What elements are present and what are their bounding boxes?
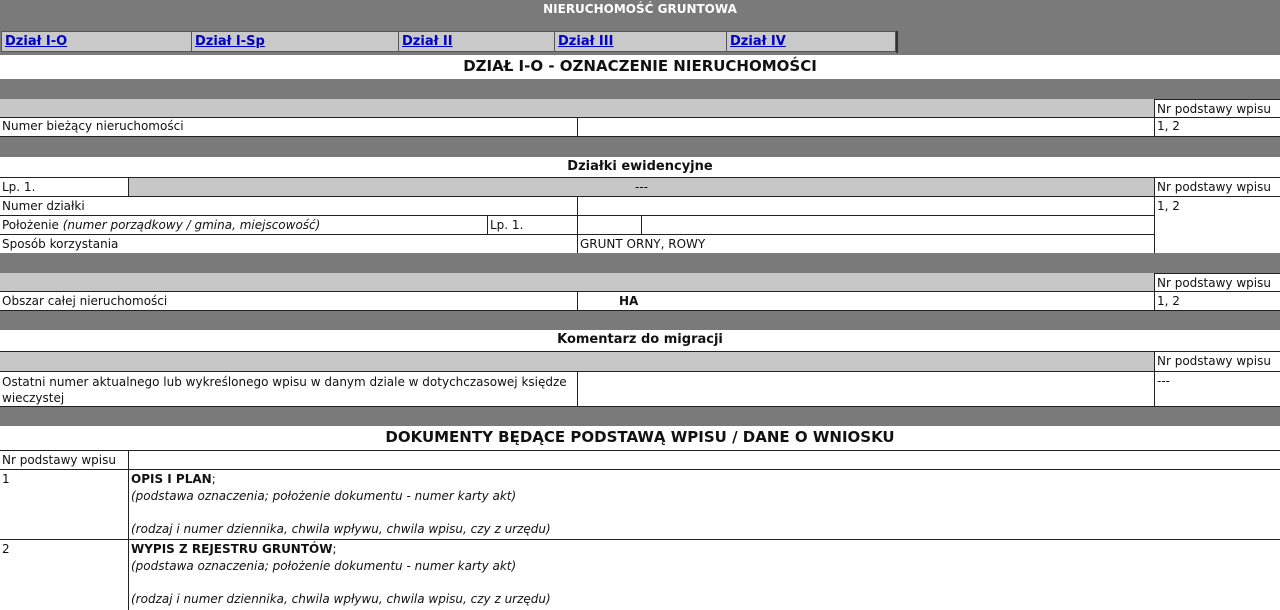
dokumenty-header-row [0, 450, 1280, 469]
sposob-value: GRUNT ORNY, ROWY [577, 235, 1154, 253]
tab-dzial-iii[interactable] [554, 31, 727, 52]
nr-podstawy-header: Nr podstawy wpisu [1154, 99, 1280, 118]
polozenie-value-a [577, 216, 641, 234]
band [0, 137, 1280, 157]
doc-line3: (rodzaj i numer dziennika, chwila wpływu, chwila wpisu, czy z urzędu) [131, 592, 551, 606]
doc-line3: (rodzaj i numer dziennika, chwila wpływu, chwila wpisu, czy z urzędu) [131, 522, 551, 536]
obszar-band [0, 273, 1280, 292]
dzialki-title: Działki ewidencyjne [0, 157, 1280, 177]
polozenie-hint: (numer porządkowy / gmina, miejscowość) [62, 218, 321, 232]
numer-dzialki-label: Numer działki [2, 199, 85, 213]
band [0, 407, 1280, 426]
doc-name: WYPIS Z REJESTRU GRUNTÓW [131, 542, 333, 556]
komentarz-band [0, 351, 1280, 371]
section-title: DZIAŁ I-O - OZNACZENIE NIERUCHOMOŚCI [0, 55, 1280, 79]
polozenie-label [0, 216, 487, 234]
numer-dzialki-value [577, 197, 1154, 216]
tab-dzial-i-o[interactable] [1, 31, 192, 52]
tab-dzial-i-sp-link[interactable]: Dział I-Sp [195, 34, 265, 49]
page-title: NIERUCHOMOŚĆ GRUNTOWA [543, 2, 737, 16]
polozenie-label-text: Położenie [2, 218, 59, 232]
obszar-label: Obszar całej nieruchomości [2, 294, 168, 308]
sposob-label: Sposób korzystania [2, 237, 119, 251]
obszar-nr-podstawy-header: Nr podstawy wpisu [1154, 273, 1280, 292]
polozenie-value-b [641, 216, 1154, 234]
tab-dzial-ii-link[interactable]: Dział II [402, 34, 453, 49]
doc-name-line: OPIS I PLAN; [131, 472, 216, 486]
band [0, 79, 1280, 99]
tab-dzial-ii[interactable] [398, 31, 555, 52]
tabs-end-border [896, 31, 898, 53]
band [0, 99, 1280, 118]
band [0, 253, 1280, 273]
numer-biezacy-label: Numer bieżący nieruchomości [2, 119, 184, 133]
tab-dzial-i-o-link[interactable]: Dział I-O [5, 34, 68, 49]
dzialki-podstawa: 1, 2 [1154, 197, 1280, 253]
dokumenty-col-label: Nr podstawy wpisu [0, 451, 129, 469]
obszar-unit [577, 292, 1154, 310]
doc-nr: 2 [0, 540, 129, 610]
polozenie-lp: Lp. 1. [487, 216, 577, 234]
obszar-podstawa: 1, 2 [1154, 292, 1280, 310]
numer-biezacy-podstawa: 1, 2 [1154, 117, 1280, 137]
dzialki-lp-label: Lp. 1. [0, 178, 129, 197]
numer-biezacy-value [577, 117, 1154, 137]
obszar-unit-text: HA [619, 294, 639, 308]
tab-dzial-iii-link[interactable]: Dział III [558, 34, 614, 49]
band [0, 311, 1280, 330]
doc-name-line: WYPIS Z REJESTRU GRUNTÓW; [131, 542, 337, 556]
tab-dzial-i-sp[interactable] [191, 31, 399, 52]
komentarz-value [577, 372, 1154, 406]
dzialki-nr-podstawy-header: Nr podstawy wpisu [1154, 178, 1280, 197]
dzialki-lp-value: --- [635, 180, 648, 194]
doc-line2: (podstawa oznaczenia; położenie dokumentu - numer karty akt) [131, 559, 517, 573]
komentarz-title: Komentarz do migracji [0, 330, 1280, 351]
komentarz-label: Ostatni numer aktualnego lub wykreślonego wpisu w danym dziale w dotychczasowej księdze wieczystej [2, 375, 567, 405]
dokumenty-title: DOKUMENTY BĘDĄCE PODSTAWĄ WPISU / DANE O WNIOSKU [0, 426, 1280, 450]
komentarz-nr-podstawy-header: Nr podstawy wpisu [1154, 352, 1280, 371]
tab-dzial-iv-link[interactable]: Dział IV [730, 34, 786, 49]
tab-dzial-iv[interactable] [726, 31, 896, 52]
doc-name: OPIS I PLAN [131, 472, 212, 486]
komentarz-podstawa: --- [1154, 372, 1280, 406]
doc-nr: 1 [0, 470, 129, 539]
doc-line2: (podstawa oznaczenia; położenie dokumentu - numer karty akt) [131, 489, 517, 503]
